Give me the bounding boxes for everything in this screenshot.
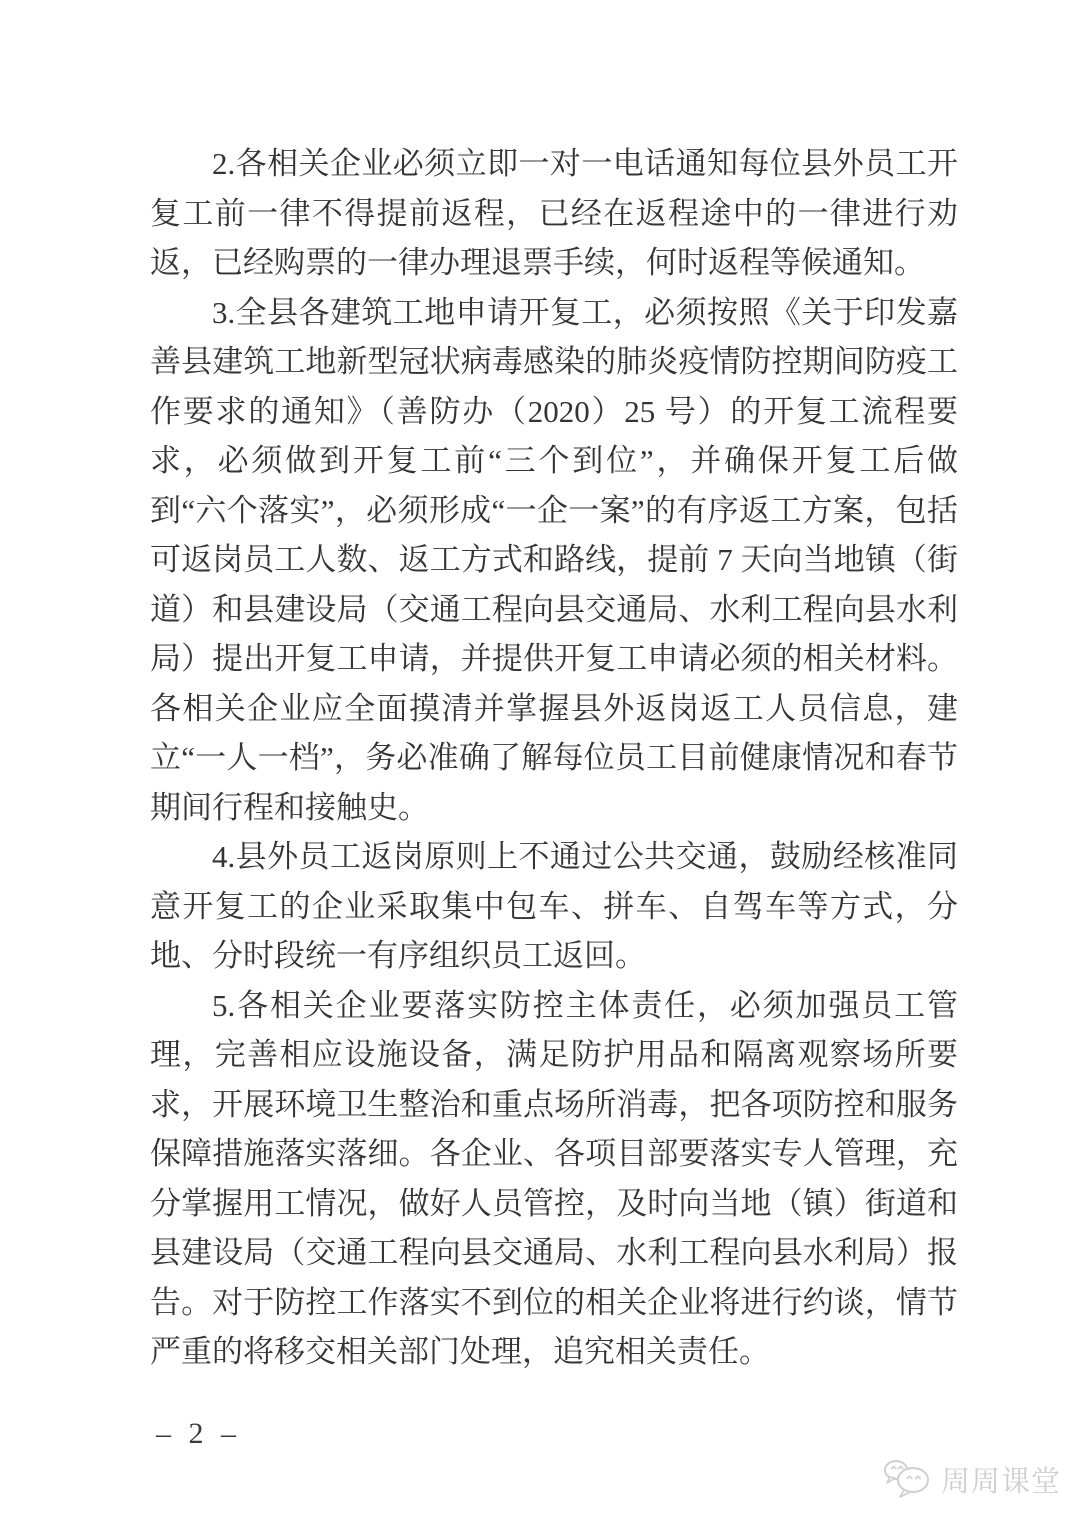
watermark-label: 周周课堂 [941, 1465, 1062, 1498]
wechat-chat-bubbles-icon [882, 1458, 934, 1500]
watermark [882, 1456, 1061, 1502]
page-number: – 2 – [156, 1417, 241, 1450]
paragraph-item-3: 3.全县各建筑工地申请开复工，必须按照《关于印发嘉善县建筑工地新型冠状病毒感染的肺炎疫情防控期间防疫工作要求的通知》（善防办（2020）25 号）的开复工流程要求，必须做到开复工前“三个到位”，并确保开复工后做到“六个落实”，必须形成“一企一案”的有序返工方案，包括可返岗员工人数、返工方式和路线，提前 7 天向当地镇（街道）和县建设局（交通工程向县交通局、水利工程向县水利局）提出开复工申请，并提供开复工申请必须的相关材料。各相关企业应全面摸清并掌握县外返岗返工人员信息，建立“一人一档”，务必准确了解每位员工目前健康情况和春节期间行程和接触史。 [150, 294, 958, 825]
paragraph-item-4: 4.县外员工返岗原则上不通过公共交通，鼓励经核准同意开复工的企业采取集中包车、拼车、自驾车等方式，分地、分时段统一有序组织员工返回。 [150, 839, 958, 973]
document-body [150, 139, 958, 1377]
paragraph-item-2: 2.各相关企业必须立即一对一电话通知每位县外员工开复工前一律不得提前返程，已经在返程途中的一律进行劝返，已经购票的一律办理退票手续，何时返程等候通知。 [150, 146, 958, 280]
paragraph-item-5: 5.各相关企业要落实防控主体责任，必须加强员工管理，完善相应设施设备，满足防护用品和隔离观察场所要求，开展环境卫生整治和重点场所消毒，把各项防控和服务保障措施落实落细。各企业、各项目部要落实专人管理，充分掌握用工情况，做好人员管控，及时向当地（镇）街道和县建设局（交通工程向县交通局、水利工程向县水利局）报告。对于防控工作落实不到位的相关企业将进行约谈，情节严重的将移交相关部门处理，追究相关责任。 [150, 987, 958, 1369]
